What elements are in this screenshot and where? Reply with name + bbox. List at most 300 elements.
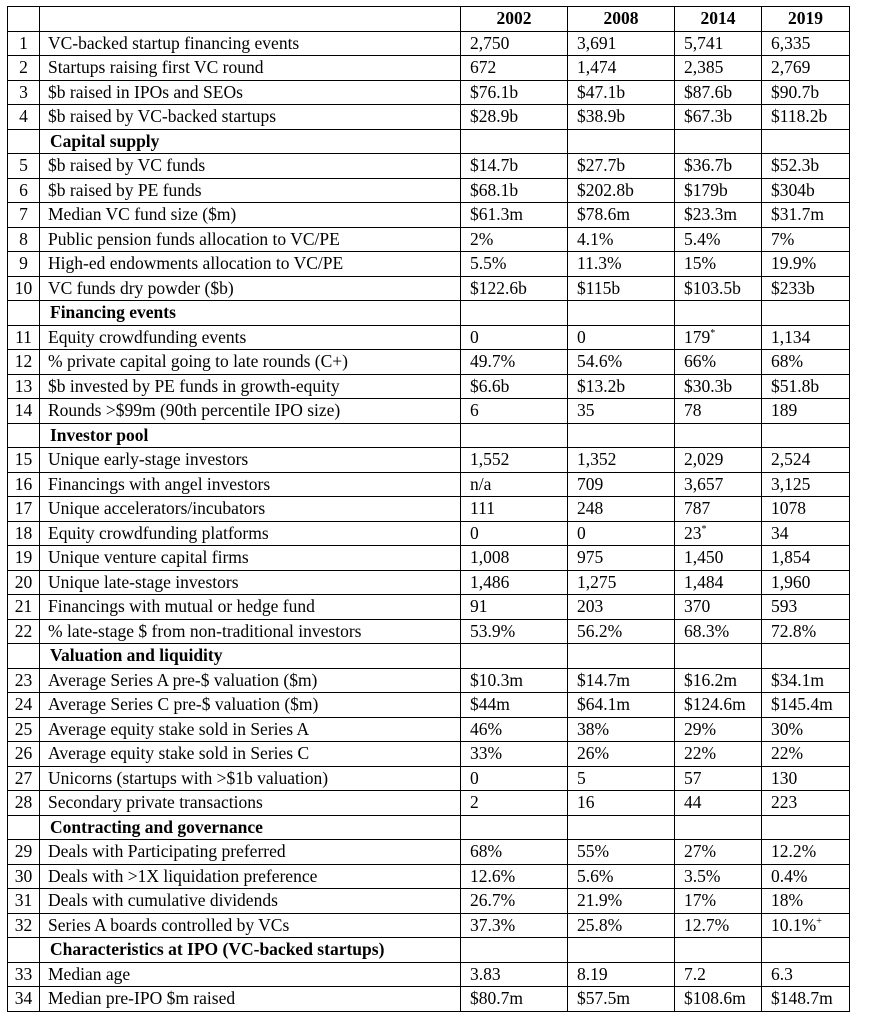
section-heading: Capital supply [40,129,461,154]
cell-value: $118.2b [771,106,828,127]
cell-value: $64.1m [577,694,630,715]
cell-value: 12.7% [684,914,730,935]
value-cell [568,913,675,938]
row-number: 9 [8,252,40,277]
row-number: 8 [8,227,40,252]
table-row [8,472,850,497]
table-row [8,742,850,767]
value-cell [568,178,675,203]
row-number: 24 [8,693,40,718]
year-header: 2008 [568,7,675,32]
cell-value: 30% [771,718,804,739]
table-row [8,693,850,718]
cell-value: $87.6b [684,81,733,102]
cell-value: 22% [771,743,804,764]
cell-value: $36.7b [684,155,733,176]
cell-value: $61.3m [470,204,523,225]
value-cell [762,325,850,350]
value-cell [461,570,568,595]
cell-value: $233b [771,277,815,298]
table-row [8,766,850,791]
cell-value: 0.4% [771,865,808,886]
row-number: 3 [8,80,40,105]
table-row [8,56,850,81]
cell-value: 22% [684,743,717,764]
value-cell [568,227,675,252]
cell-value: 12.2% [771,841,817,862]
cell-value: 53.9% [470,620,516,641]
value-cell [762,693,850,718]
cell-value: 10.1% [771,914,817,935]
value-cell [762,521,850,546]
row-label: High-ed endowments allocation to VC/PE [40,252,461,277]
cell-value: 672 [470,57,497,78]
cell-value: 2,524 [771,449,811,470]
cell-value: 12.6% [470,865,516,886]
value-cell [762,276,850,301]
table-row [8,619,850,644]
value-cell [461,913,568,938]
value-cell [762,717,850,742]
value-cell [675,227,762,252]
table-row [8,227,850,252]
empty-cell [762,938,850,963]
row-label: Median VC fund size ($m) [40,203,461,228]
row-number: 12 [8,350,40,375]
value-cell [675,252,762,277]
cell-value: 3.83 [470,963,501,984]
empty-cell [461,423,568,448]
cell-value: $14.7b [470,155,519,176]
row-number: 34 [8,987,40,1012]
cell-value: 57 [684,767,702,788]
value-cell [461,668,568,693]
row-number: 19 [8,546,40,571]
cell-value: 1,352 [577,449,617,470]
section-row [8,938,850,963]
cell-value: 6 [470,400,479,421]
value-cell [568,546,675,571]
row-number: 10 [8,276,40,301]
value-cell [461,521,568,546]
value-cell [762,497,850,522]
value-cell [675,497,762,522]
row-number-cell [8,938,40,963]
value-cell [675,742,762,767]
table-row [8,350,850,375]
cell-value: 709 [577,473,604,494]
cell-value: 1,474 [577,57,617,78]
cell-value: 2,750 [470,32,510,53]
value-cell [762,742,850,767]
value-cell [461,227,568,252]
row-label: Deals with >1X liquidation preference [40,864,461,889]
value-cell [762,668,850,693]
cell-value: 2,385 [684,57,724,78]
table-row [8,521,850,546]
year-header: 2019 [762,7,850,32]
row-label: Deals with Participating preferred [40,840,461,865]
vc-statistics-table [7,6,850,1012]
row-label: Unique late-stage investors [40,570,461,595]
cell-value: $80.7m [470,988,523,1009]
value-cell [762,203,850,228]
cell-value: 56.2% [577,620,623,641]
row-number: 5 [8,154,40,179]
cell-value: $90.7b [771,81,820,102]
row-label: Average equity stake sold in Series C [40,742,461,767]
cell-value: $38.9b [577,106,626,127]
table-row [8,864,850,889]
cell-value: 3,657 [684,473,724,494]
value-cell [461,399,568,424]
cell-value: 1,854 [771,547,811,568]
cell-value: $124.6m [684,694,746,715]
cell-value: $51.8b [771,375,820,396]
year-header: 2014 [675,7,762,32]
value-cell [461,864,568,889]
cell-value: $304b [771,179,815,200]
value-cell [568,399,675,424]
value-cell [568,80,675,105]
value-cell [568,154,675,179]
cell-value: 1,275 [577,571,617,592]
value-cell [568,203,675,228]
value-cell [461,497,568,522]
value-cell [762,448,850,473]
cell-value: $47.1b [577,81,626,102]
table-row [8,325,850,350]
row-label: VC-backed startup financing events [40,31,461,56]
cell-value: 91 [470,596,488,617]
value-cell [762,840,850,865]
row-number: 28 [8,791,40,816]
value-cell [762,987,850,1012]
table-row [8,374,850,399]
table-row [8,399,850,424]
row-label: Average Series A pre-$ valuation ($m) [40,668,461,693]
cell-value: 3,125 [771,473,811,494]
row-number: 7 [8,203,40,228]
row-number-cell [8,815,40,840]
header-row [8,7,850,32]
empty-cell [461,938,568,963]
value-cell [568,693,675,718]
footnote-mark: * [710,327,716,339]
cell-value: 593 [771,596,798,617]
value-cell [461,178,568,203]
cell-value: 6.3 [771,963,793,984]
cell-value: $44m [470,694,510,715]
cell-value: 26% [577,743,610,764]
row-label: $b raised by VC funds [40,154,461,179]
row-number: 29 [8,840,40,865]
value-cell [675,448,762,473]
row-label: Deals with cumulative dividends [40,889,461,914]
cell-value: 370 [684,596,711,617]
cell-value: 8.19 [577,963,608,984]
table-row [8,497,850,522]
empty-cell [762,423,850,448]
value-cell [461,840,568,865]
empty-cell [568,301,675,326]
value-cell [675,399,762,424]
row-number: 13 [8,374,40,399]
row-number: 17 [8,497,40,522]
empty-cell [675,815,762,840]
value-cell [675,178,762,203]
table-row [8,276,850,301]
value-cell [675,693,762,718]
section-row [8,644,850,669]
cell-value: 5,741 [684,32,724,53]
cell-value: 68% [470,841,503,862]
row-label: Financings with mutual or hedge fund [40,595,461,620]
value-cell [675,203,762,228]
row-label: $b raised by VC-backed startups [40,105,461,130]
value-cell [568,448,675,473]
cell-value: $108.6m [684,988,746,1009]
cell-value: 17% [684,890,717,911]
value-cell [675,105,762,130]
value-cell [675,840,762,865]
row-label: Secondary private transactions [40,791,461,816]
cell-value: 68% [771,351,804,372]
value-cell [762,350,850,375]
section-heading: Investor pool [40,423,461,448]
value-cell [675,570,762,595]
row-number: 18 [8,521,40,546]
value-cell [461,742,568,767]
cell-value: 38% [577,718,610,739]
row-label: Median pre-IPO $m raised [40,987,461,1012]
cell-value: 18% [771,890,804,911]
section-row [8,301,850,326]
cell-value: 35 [577,400,595,421]
value-cell [568,766,675,791]
empty-cell [568,644,675,669]
row-number-cell [8,129,40,154]
value-cell [568,31,675,56]
cell-value: 4.1% [577,228,614,249]
value-cell [762,962,850,987]
row-number: 16 [8,472,40,497]
cell-value: 5.5% [470,253,507,274]
row-number: 26 [8,742,40,767]
value-cell [675,595,762,620]
value-cell [675,546,762,571]
empty-cell [762,301,850,326]
table-row [8,913,850,938]
value-cell [568,570,675,595]
value-cell [762,619,850,644]
row-number: 1 [8,31,40,56]
empty-cell [461,129,568,154]
empty-cell [568,129,675,154]
table-row [8,987,850,1012]
cell-value: $68.1b [470,179,519,200]
cell-value: 72.8% [771,620,817,641]
value-cell [762,472,850,497]
value-cell [675,889,762,914]
row-number: 32 [8,913,40,938]
cell-value: 1,552 [470,449,510,470]
value-cell [568,56,675,81]
value-cell [762,227,850,252]
value-cell [762,399,850,424]
section-row [8,423,850,448]
empty-cell [461,815,568,840]
value-cell [461,374,568,399]
cell-value: 223 [771,792,798,813]
cell-value: 3.5% [684,865,721,886]
row-number: 14 [8,399,40,424]
row-label: Rounds >$99m (90th percentile IPO size) [40,399,461,424]
value-cell [568,595,675,620]
empty-cell [675,423,762,448]
cell-value: 7% [771,228,795,249]
value-cell [461,791,568,816]
value-cell [675,325,762,350]
row-label: Unicorns (startups with >$1b valuation) [40,766,461,791]
empty-cell [568,815,675,840]
cell-value: 179 [684,326,711,347]
value-cell [461,105,568,130]
row-number: 4 [8,105,40,130]
value-cell [762,791,850,816]
value-cell [762,570,850,595]
cell-value: $34.1m [771,669,824,690]
row-label: Startups raising first VC round [40,56,461,81]
cell-value: $202.8b [577,179,634,200]
value-cell [568,717,675,742]
cell-value: 1,450 [684,547,724,568]
row-number-cell [8,301,40,326]
value-cell [568,962,675,987]
table-row [8,31,850,56]
value-cell [461,252,568,277]
cell-value: 46% [470,718,503,739]
value-cell [568,276,675,301]
value-cell [461,472,568,497]
value-cell [675,56,762,81]
cell-value: 68.3% [684,620,730,641]
cell-value: 1,008 [470,547,510,568]
value-cell [568,742,675,767]
cell-value: 55% [577,841,610,862]
cell-value: 1,486 [470,571,510,592]
cell-value: 2,769 [771,57,811,78]
value-cell [675,276,762,301]
cell-value: 6,335 [771,32,811,53]
cell-value: 5.4% [684,228,721,249]
cell-value: 54.6% [577,351,623,372]
cell-value: 0 [470,767,479,788]
value-cell [461,448,568,473]
row-label: Series A boards controlled by VCs [40,913,461,938]
cell-value: 19.9% [771,253,817,274]
value-cell [568,325,675,350]
value-cell [461,203,568,228]
value-cell [461,693,568,718]
value-cell [762,913,850,938]
empty-cell [461,644,568,669]
value-cell [762,31,850,56]
value-cell [461,325,568,350]
value-cell [461,717,568,742]
value-cell [461,276,568,301]
cell-value: 975 [577,547,604,568]
table-row [8,105,850,130]
row-number: 20 [8,570,40,595]
cell-value: 37.3% [470,914,516,935]
section-row [8,129,850,154]
row-number: 30 [8,864,40,889]
row-number: 23 [8,668,40,693]
cell-value: $57.5m [577,988,630,1009]
row-label: $b raised by PE funds [40,178,461,203]
cell-value: $27.7b [577,155,626,176]
value-cell [568,619,675,644]
value-cell [675,374,762,399]
value-cell [675,521,762,546]
value-cell [675,987,762,1012]
cell-value: n/a [470,473,492,494]
row-number-cell [8,423,40,448]
cell-value: $115b [577,277,621,298]
row-label: % private capital going to late rounds (C+) [40,350,461,375]
value-cell [568,472,675,497]
row-number: 15 [8,448,40,473]
cell-value: $122.6b [470,277,527,298]
cell-value: 15% [684,253,717,274]
cell-value: $6.6b [470,375,510,396]
header-num-cell [8,7,40,32]
value-cell [762,374,850,399]
section-heading: Characteristics at IPO (VC-backed startups) [40,938,461,963]
table-row [8,889,850,914]
row-number-cell [8,644,40,669]
table-row [8,717,850,742]
value-cell [675,766,762,791]
value-cell [675,668,762,693]
cell-value: 23 [684,522,702,543]
cell-value: $179b [684,179,728,200]
cell-value: 27% [684,841,717,862]
value-cell [568,889,675,914]
cell-value: $78.6m [577,204,630,225]
cell-value: $31.7m [771,204,824,225]
value-cell [762,154,850,179]
cell-value: 26.7% [470,890,516,911]
row-number: 11 [8,325,40,350]
empty-cell [762,644,850,669]
cell-value: 78 [684,400,702,421]
cell-value: 29% [684,718,717,739]
cell-value: $16.2m [684,669,737,690]
value-cell [675,350,762,375]
row-number: 31 [8,889,40,914]
value-cell [675,619,762,644]
table-row [8,962,850,987]
value-cell [568,791,675,816]
empty-cell [675,644,762,669]
cell-value: $10.3m [470,669,523,690]
empty-cell [762,129,850,154]
footnote-mark: + [816,915,822,927]
value-cell [461,766,568,791]
cell-value: 49.7% [470,351,516,372]
